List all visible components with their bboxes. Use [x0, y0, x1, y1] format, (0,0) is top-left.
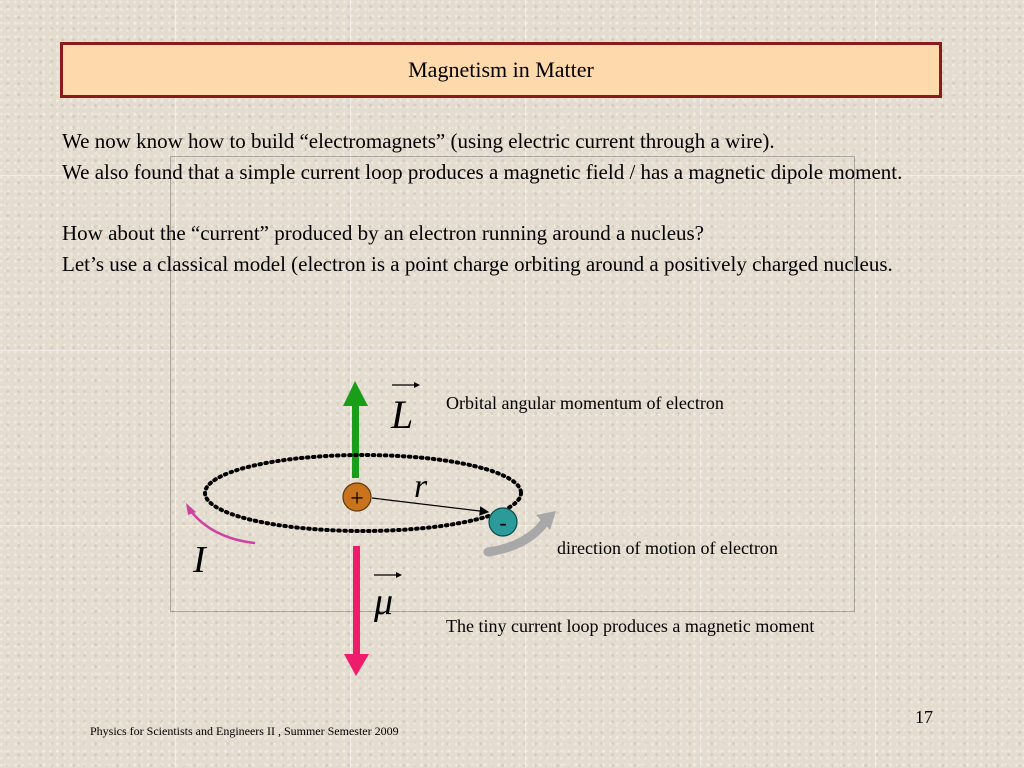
angular-momentum-arrow: [343, 381, 368, 478]
radius-vector: [372, 498, 488, 512]
paragraph-1: We now know how to build “electromagnets” (using electric current through a wire).: [62, 129, 775, 153]
angular-momentum-label: Orbital angular momentum of electron: [446, 393, 724, 413]
l-vector-hat: [392, 382, 420, 388]
page-number: 17: [915, 707, 933, 727]
magnetic-moment-arrow: [344, 546, 369, 676]
nucleus-plus-sign: +: [350, 486, 364, 512]
symbol-mu: μ: [374, 581, 394, 623]
paragraph-3: How about the “current” produced by an electron running around a nucleus?: [62, 221, 705, 245]
magnetic-moment-label: The tiny current loop produces a magnetic moment: [446, 616, 815, 636]
symbol-r: r: [414, 468, 428, 505]
electron-motion-label: direction of motion of electron: [557, 538, 778, 558]
slide-title: Magnetism in Matter: [408, 57, 594, 82]
slide-footer: Physics for Scientists and Engineers II , Summer Semester 2009: [90, 724, 399, 738]
electron: [489, 508, 517, 536]
symbol-L: L: [391, 392, 414, 437]
electron-minus-sign: -: [499, 510, 507, 535]
paragraph-2: We also found that a simple current loop produces a magnetic field / has a magnetic dipole moment.: [62, 159, 903, 184]
symbol-I: I: [193, 539, 206, 581]
mu-vector-hat: [374, 572, 402, 578]
nucleus: [343, 483, 371, 512]
paragraph-4: Let’s use a classical model (electron is a point charge orbiting around a positively charged nucleus.: [62, 251, 893, 276]
